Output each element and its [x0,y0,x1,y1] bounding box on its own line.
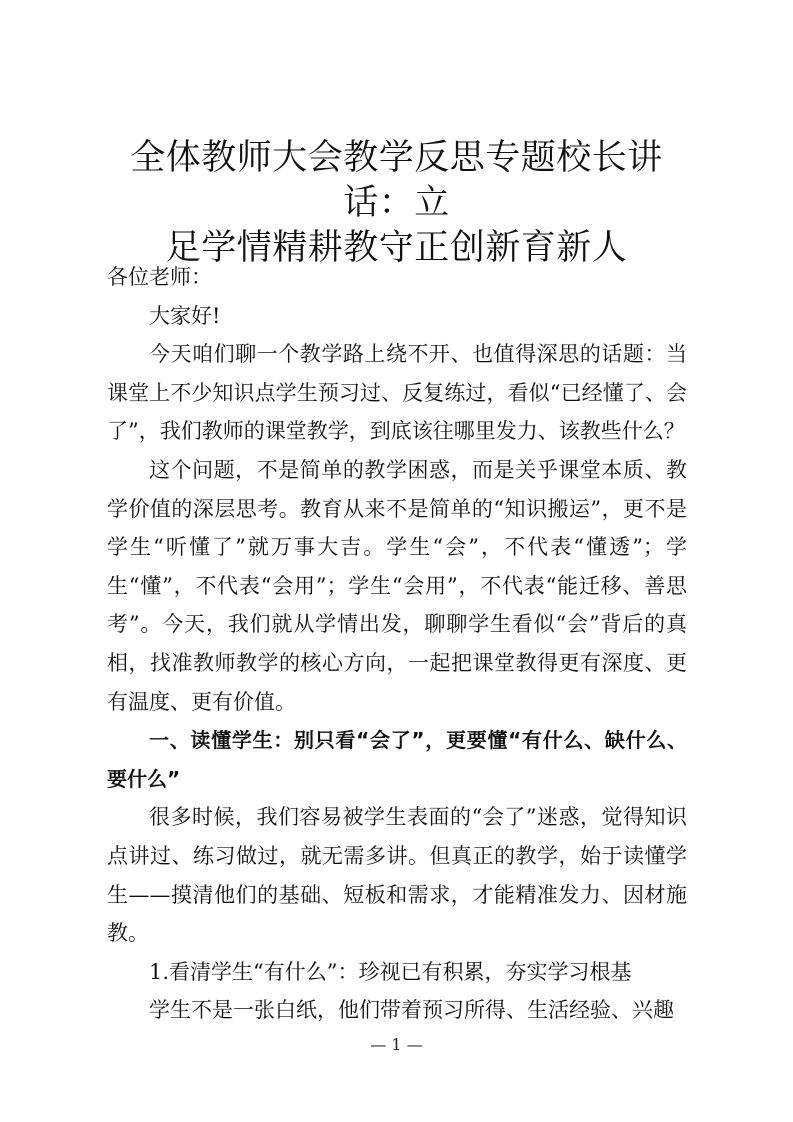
title-line-1: 全体教师大会教学反思专题校长讲话：立 [130,138,663,223]
section-heading: 一、读懂学生：别只看“会了”，更要懂“有什么、缺什么、要什么” [107,728,687,791]
title-line-2: 足学情精耕教守正创新育新人 [165,228,628,268]
subsection-heading: 1.看清学生“有什么”：珍视已有积累，夯实学习根基 [149,959,632,984]
greeting: 各位老师： [107,265,212,289]
salutation: 大家好! [149,303,221,328]
paragraph-question: 这个问题，不是简单的教学困惑，而是关乎课堂本质、教学价值的深层思考。教育从来不是简单的“知识搬运”，更不是学生“听懂了”就万事大吉。学生“会”，不代表“懂透”；学生“懂”，不代表“会用”；学生“会用”，不代表“能迁移、善思考”。今天，我们就从学情出发，聊聊学生看似“会”背后的真相，找准教师教学的核心方向，一起把课堂教得更有深度、更有温度、更有价值。 [107,457,687,714]
page-number: — 1 — [370,1035,423,1054]
document-title [100,136,693,271]
paragraph-section-intro: 很多时候，我们容易被学生表面的“会了”迷惑，觉得知识点讲过、练习做过，就无需多讲。但真正的教学，始于读懂学生——摸清他们的基础、短板和需求，才能精准发力、因材施教。 [107,805,687,946]
paragraph-intro: 今天咱们聊一个教学路上绕不开、也值得深思的话题：当课堂上不少知识点学生预习过、反复练过，看似“已经懂了、会了”，我们教师的课堂教学，到底该往哪里发力、该教些什么？ [107,342,687,444]
document-body [107,258,687,1030]
paragraph-subsection: 学生不是一张白纸，他们带着预习所得、生活经验、兴趣 [149,998,674,1023]
